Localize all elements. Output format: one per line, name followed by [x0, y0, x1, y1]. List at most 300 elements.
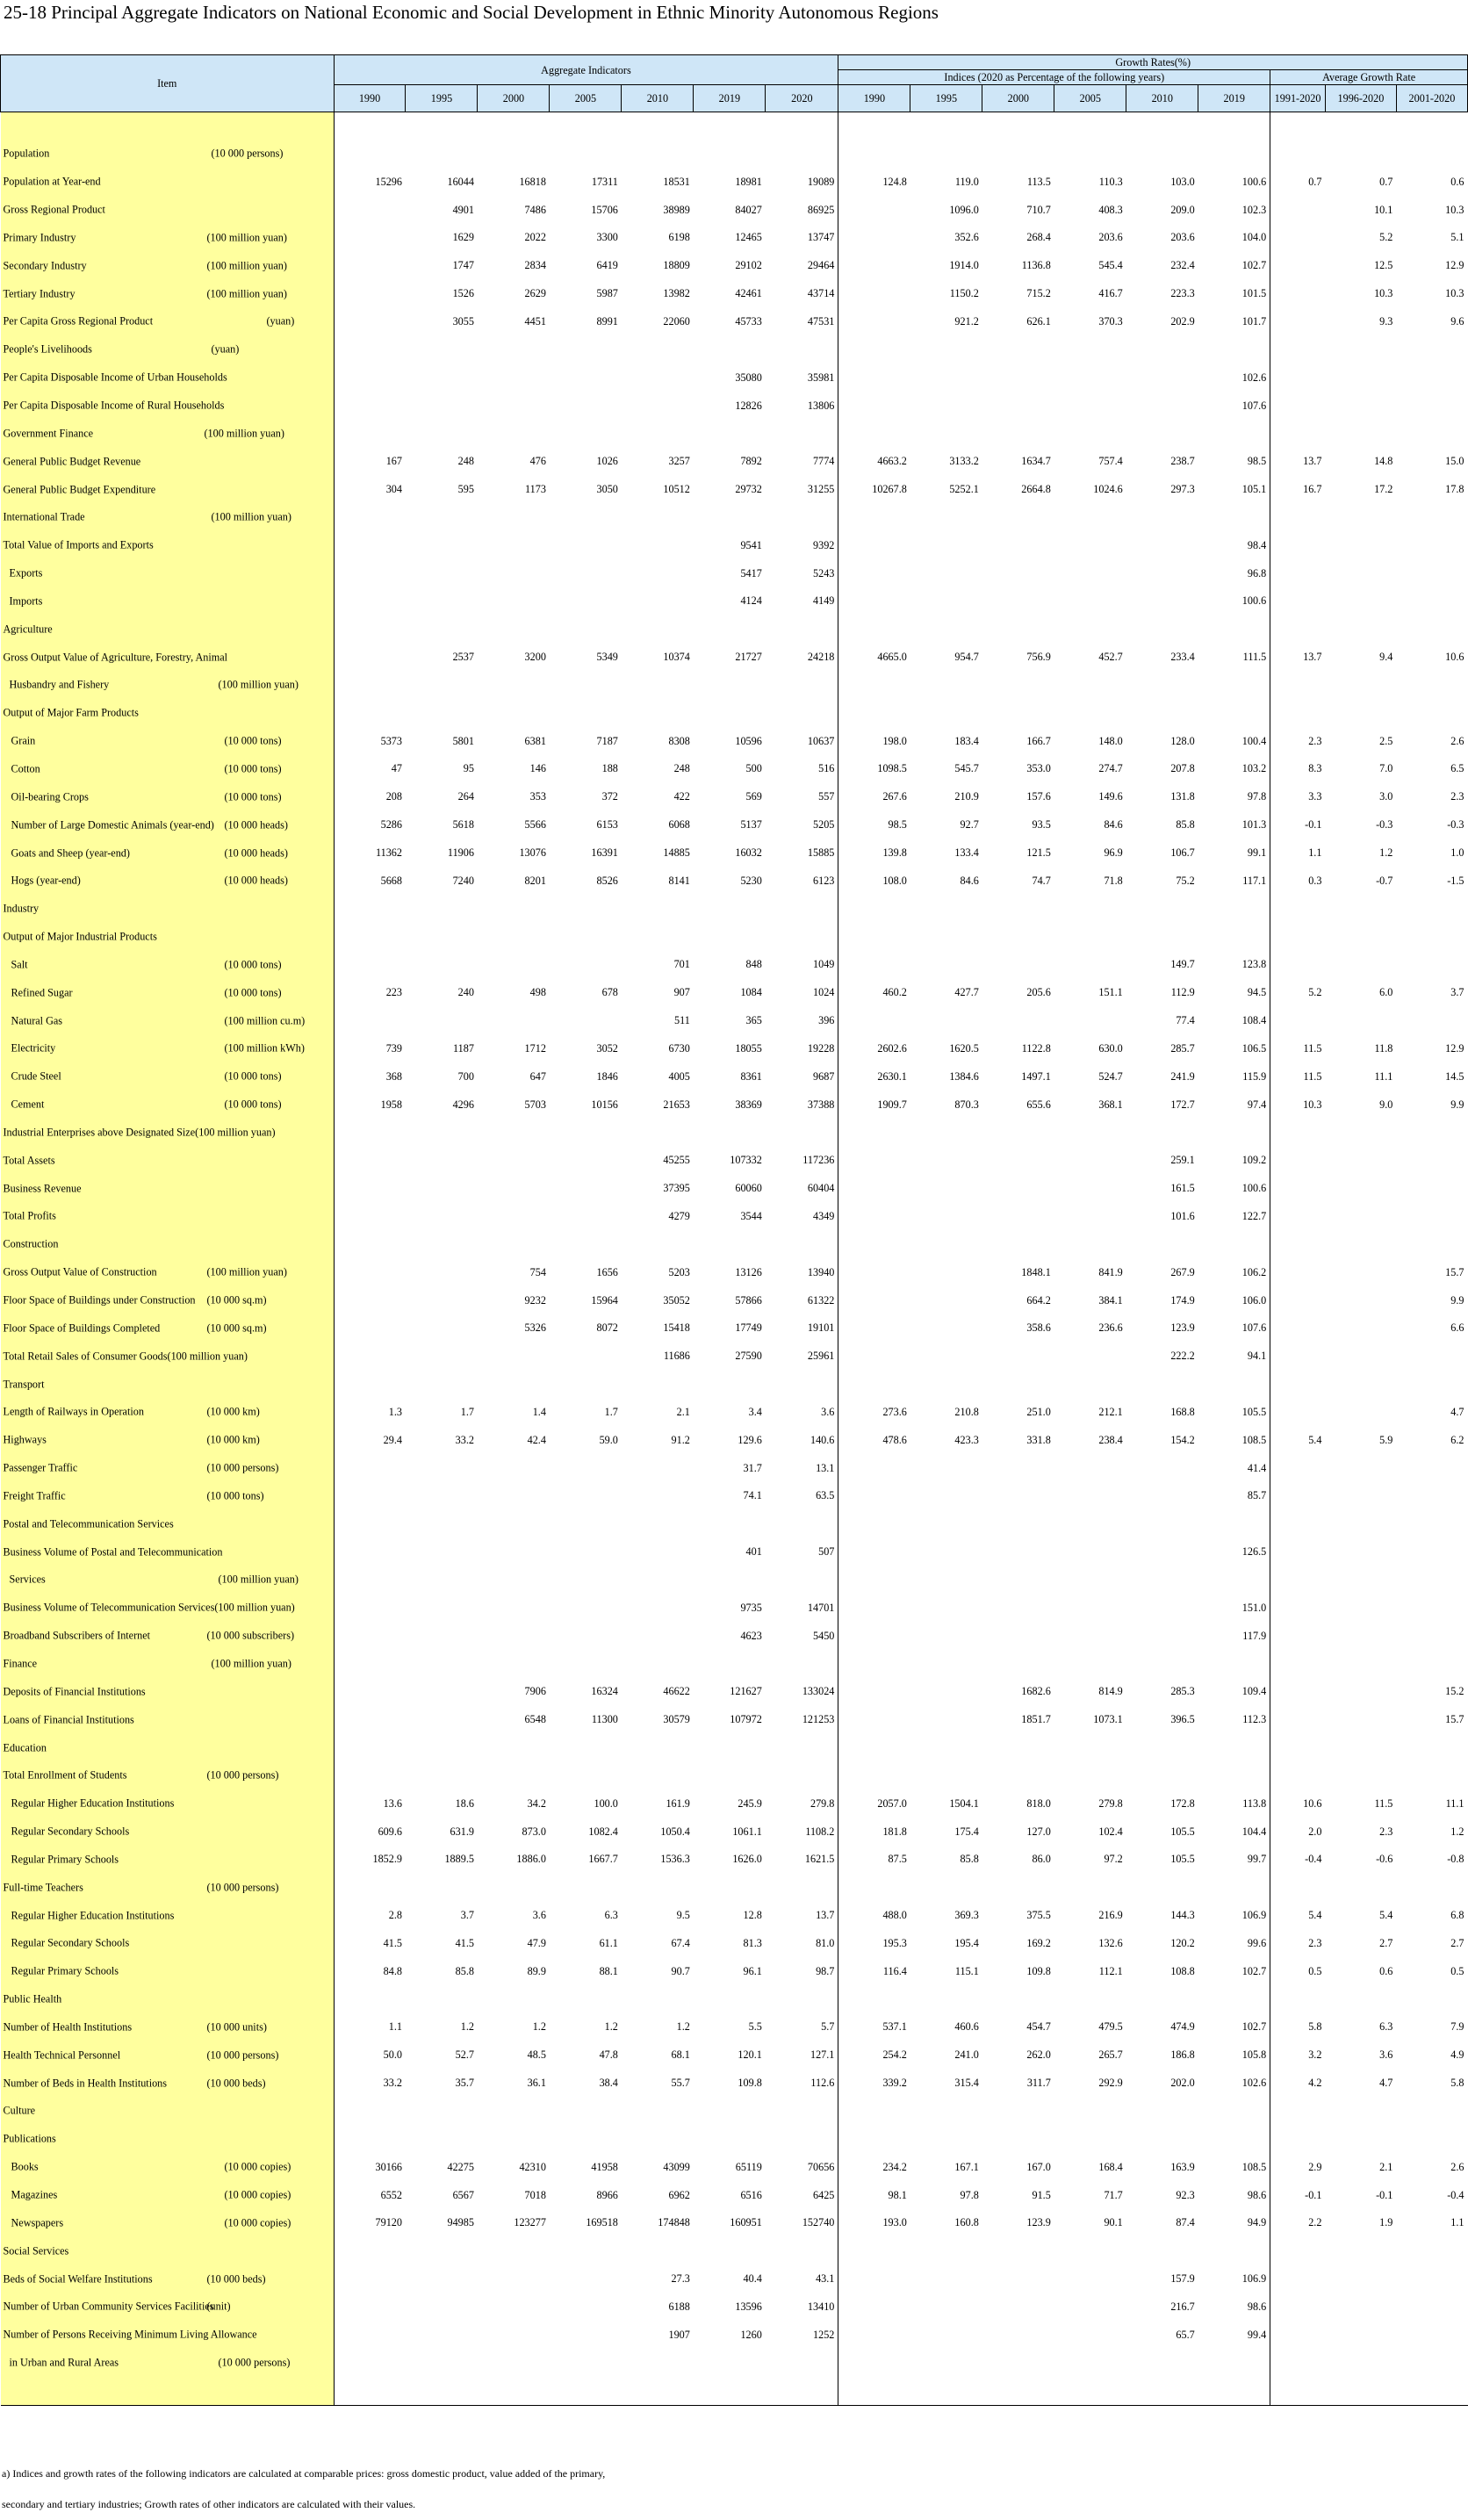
value-cell: 2057.0 [877, 1796, 907, 1810]
value-cell [838, 1706, 910, 1734]
value-cell [1396, 140, 1467, 169]
value-cell [1325, 1343, 1396, 1371]
item-unit: (10 000 beds) [206, 2272, 266, 2286]
item-label: Oil-bearing Crops [11, 790, 89, 803]
value-cell: 0.6 [1450, 175, 1464, 188]
value-cell [1325, 587, 1396, 616]
value-cell: 1024 [766, 979, 838, 1007]
value-cell [1054, 1175, 1126, 1203]
value-cell [550, 587, 622, 616]
value-cell [1270, 895, 1326, 923]
value-cell: 7.0 [1379, 762, 1393, 775]
value-cell: 5.8 [1450, 2077, 1464, 2090]
item-unit: (100 million yuan) [206, 231, 287, 244]
item-label: Books [11, 2160, 39, 2173]
value-cell [910, 1371, 982, 1399]
value-cell: 13.1 [766, 1454, 838, 1482]
item-label: Refined Sugar [11, 986, 73, 999]
value-cell [478, 1566, 550, 1595]
item-cell [1, 923, 335, 951]
header-year: 2001-2020 [1396, 85, 1467, 112]
value-cell: 416.7 [1098, 287, 1123, 300]
value-cell [1325, 1566, 1396, 1595]
value-cell: 647 [529, 1069, 546, 1083]
table-row [1, 1761, 1468, 1789]
value-cell [622, 1371, 694, 1399]
value-cell: 17311 [591, 175, 618, 188]
value-cell: 2.1 [1379, 2160, 1393, 2173]
value-cell: 2602.6 [877, 1041, 907, 1055]
value-cell [550, 1007, 622, 1035]
value-cell: 98.7 [766, 1957, 838, 1985]
header-growth: Growth Rates(%) [838, 55, 1468, 70]
value-cell: 123277 [514, 2216, 546, 2229]
item-cell [1, 811, 335, 839]
value-cell [1270, 1147, 1326, 1175]
value-cell [1325, 1230, 1396, 1258]
table-row [1, 1566, 1468, 1595]
table-row [1, 364, 1468, 392]
value-cell [1270, 2349, 1326, 2377]
value-cell: 818.0 [1026, 1796, 1051, 1810]
item-unit: (10 000 sq.m) [206, 1293, 267, 1307]
value-cell [1198, 335, 1270, 364]
value-cell [1325, 1734, 1396, 1762]
value-cell: 2.6 [1450, 2160, 1464, 2173]
value-cell [838, 1538, 910, 1566]
value-cell [1270, 112, 1326, 140]
header-year: 1990 [334, 85, 406, 112]
item-label: Output of Major Farm Products [3, 706, 139, 719]
section-row [1, 2098, 1468, 2126]
value-cell [1396, 1510, 1467, 1538]
value-cell: 160951 [730, 2216, 762, 2229]
value-cell: 1634.7 [1021, 455, 1051, 468]
value-cell: 2.3 [1450, 790, 1464, 803]
value-cell: 268.4 [1026, 231, 1051, 244]
value-cell [622, 531, 694, 559]
value-cell: 370.3 [1098, 314, 1123, 328]
value-cell [982, 2125, 1054, 2153]
value-cell [982, 559, 1054, 587]
value-cell: 121253 [766, 1706, 838, 1734]
value-cell [334, 559, 406, 587]
value-cell [766, 1985, 838, 2013]
value-cell [1325, 140, 1396, 169]
value-cell: 1.2 [676, 2020, 690, 2034]
value-cell [550, 420, 622, 448]
item-cell [1, 308, 335, 336]
value-cell [1126, 2098, 1198, 2126]
value-cell: 5252.1 [949, 483, 979, 496]
value-cell [982, 1230, 1054, 1258]
header-year: 1991-2020 [1270, 85, 1326, 112]
item-label: Government Finance [3, 427, 94, 440]
value-cell: 279.8 [766, 1789, 838, 1818]
value-cell: 77.4 [1176, 1014, 1195, 1027]
value-cell [1325, 1398, 1396, 1426]
value-cell [1325, 1650, 1396, 1678]
value-cell: 100.6 [1198, 168, 1270, 196]
value-cell [1325, 1985, 1396, 2013]
value-cell: 93.5 [1032, 818, 1051, 832]
table-row [1, 196, 1468, 224]
value-cell: 101.3 [1198, 811, 1270, 839]
value-cell [1396, 587, 1467, 616]
table-row [1, 1454, 1468, 1482]
value-cell [406, 1874, 478, 1902]
value-cell [766, 1650, 838, 1678]
value-cell: 15.2 [1445, 1685, 1464, 1698]
value-cell: 241.9 [1170, 1069, 1195, 1083]
value-cell [838, 1454, 910, 1482]
value-cell: 5349 [596, 651, 618, 664]
value-cell [1270, 392, 1326, 420]
value-cell: 1.3 [388, 1405, 402, 1418]
value-cell [478, 1594, 550, 1622]
value-cell [550, 672, 622, 700]
value-cell [334, 2321, 406, 2349]
value-cell: 45733 [735, 314, 762, 328]
value-cell: 701 [673, 958, 690, 971]
value-cell [550, 616, 622, 644]
value-cell [910, 616, 982, 644]
value-cell [550, 1203, 622, 1231]
value-cell [1325, 1175, 1396, 1203]
value-cell: 11.1 [1374, 1069, 1393, 1083]
value-cell [406, 616, 478, 644]
value-cell [838, 616, 910, 644]
value-cell: 1958 [380, 1098, 402, 1111]
table-row [1, 1007, 1468, 1035]
item-label: Passenger Traffic [3, 1461, 78, 1474]
value-cell [1126, 1594, 1198, 1622]
value-cell: 1621.5 [766, 1846, 838, 1874]
value-cell [694, 1985, 766, 2013]
value-cell [406, 2321, 478, 2349]
value-cell: 129.6 [738, 1433, 762, 1446]
value-cell [766, 420, 838, 448]
value-cell: 15.7 [1445, 1265, 1464, 1278]
value-cell [406, 559, 478, 587]
value-cell [478, 1371, 550, 1399]
value-cell [838, 1119, 910, 1147]
value-cell: 167.1 [954, 2160, 979, 2173]
value-cell [478, 1538, 550, 1566]
value-cell: 396 [766, 1007, 838, 1035]
value-cell [1126, 2349, 1198, 2377]
value-cell: 105.5 [1198, 1398, 1270, 1426]
value-cell [1126, 2377, 1198, 2405]
value-cell: 183.4 [954, 734, 979, 747]
item-unit: (10 000 persons) [206, 1768, 279, 1782]
value-cell [1270, 699, 1326, 727]
value-cell [622, 923, 694, 951]
spacer-row [1, 2377, 1468, 2405]
value-cell: 1504.1 [949, 1796, 979, 1810]
value-cell [1270, 559, 1326, 587]
item-cell [1, 2209, 335, 2237]
footnote-line: secondary and tertiary industries; Growth rates of other indicators are calculated with their values. [2, 2498, 416, 2510]
item-unit: (100 million cu.m) [224, 1014, 306, 1027]
value-cell: 109.2 [1198, 1147, 1270, 1175]
value-cell: 4663.2 [877, 455, 907, 468]
value-cell [1126, 1454, 1198, 1482]
value-cell: 6552 [380, 2188, 402, 2201]
value-cell: 8361 [740, 1069, 762, 1083]
value-cell: 50.0 [383, 2048, 402, 2062]
value-cell: 15418 [663, 1321, 690, 1335]
value-cell [982, 2237, 1054, 2265]
value-cell: 6419 [596, 259, 618, 272]
value-cell: 262.0 [1026, 2048, 1051, 2062]
value-cell [910, 2098, 982, 2126]
value-cell: 6153 [596, 818, 618, 832]
value-cell: 101.6 [1170, 1209, 1195, 1222]
value-cell [694, 699, 766, 727]
value-cell [1325, 2349, 1396, 2377]
value-cell [406, 1286, 478, 1314]
value-cell [1054, 895, 1126, 923]
value-cell [406, 1371, 478, 1399]
item-unit: (yuan) [266, 314, 295, 328]
value-cell [910, 1286, 982, 1314]
item-cell [1, 895, 335, 923]
item-label: Services [9, 1573, 46, 1586]
value-cell [694, 1761, 766, 1789]
value-cell [406, 2293, 478, 2321]
value-cell [550, 1482, 622, 1510]
value-cell: 9735 [740, 1601, 762, 1614]
value-cell [1270, 1622, 1326, 1650]
item-cell [1, 1454, 335, 1482]
value-cell [406, 1538, 478, 1566]
table-row [1, 224, 1468, 252]
value-cell [1198, 2237, 1270, 2265]
value-cell [1054, 503, 1126, 531]
value-cell: 99.7 [1198, 1846, 1270, 1874]
item-label: Natural Gas [11, 1014, 63, 1027]
item-label: Cement [11, 1098, 45, 1111]
value-cell [1270, 1371, 1326, 1399]
value-cell: 112.1 [1098, 1964, 1123, 1977]
value-cell: 42275 [447, 2160, 474, 2173]
value-cell: 848 [745, 958, 762, 971]
value-cell [1396, 2125, 1467, 2153]
value-cell [406, 1706, 478, 1734]
value-cell: 24218 [766, 644, 838, 672]
value-cell: 42310 [519, 2160, 546, 2173]
value-cell: 109.8 [738, 2077, 762, 2090]
item-label: Total Enrollment of Students [3, 1768, 127, 1782]
value-cell: 146 [529, 762, 546, 775]
value-cell: 1098.5 [877, 762, 907, 775]
value-cell [1054, 587, 1126, 616]
value-cell [1325, 335, 1396, 364]
value-cell [1054, 1371, 1126, 1399]
value-cell: 104.0 [1198, 224, 1270, 252]
value-cell: 1526 [452, 287, 474, 300]
value-cell: 5326 [524, 1321, 546, 1335]
value-cell [406, 1761, 478, 1789]
value-cell [1126, 923, 1198, 951]
value-cell [982, 616, 1054, 644]
value-cell [1198, 140, 1270, 169]
value-cell: -0.4 [1305, 1853, 1322, 1866]
value-cell: 33.2 [455, 1433, 474, 1446]
value-cell [838, 1343, 910, 1371]
value-cell: 108.0 [882, 874, 907, 887]
value-cell: 175.4 [954, 1825, 979, 1838]
value-cell [1325, 1371, 1396, 1399]
item-cell [1, 1594, 335, 1622]
item-cell [1, 2237, 335, 2265]
value-cell [1198, 1230, 1270, 1258]
value-cell [334, 2293, 406, 2321]
value-cell: 68.1 [671, 2048, 690, 2062]
value-cell [1126, 2237, 1198, 2265]
value-cell: 17749 [735, 1321, 762, 1335]
value-cell [334, 699, 406, 727]
value-cell [910, 1454, 982, 1482]
value-cell: 251.0 [1026, 1405, 1051, 1418]
item-unit: (10 000 km) [206, 1433, 260, 1446]
value-cell [694, 335, 766, 364]
item-cell [1, 1538, 335, 1566]
value-cell [334, 224, 406, 252]
value-cell [1270, 364, 1326, 392]
item-label: Exports [9, 566, 43, 580]
value-cell: 106.9 [1198, 1902, 1270, 1930]
value-cell: 460.2 [882, 986, 907, 999]
value-cell: -0.8 [1447, 1853, 1464, 1866]
header-year: 2019 [1198, 85, 1270, 112]
item-label: Per Capita Disposable Income of Rural Households [3, 399, 225, 412]
value-cell: 11686 [663, 1350, 690, 1363]
value-cell [550, 1761, 622, 1789]
value-cell [1270, 531, 1326, 559]
value-cell [910, 1985, 982, 2013]
value-cell: 0.5 [1450, 1964, 1464, 1977]
value-cell [1126, 392, 1198, 420]
value-cell [1270, 1175, 1326, 1203]
value-cell [334, 1454, 406, 1482]
value-cell [550, 1510, 622, 1538]
value-cell: 4124 [740, 594, 762, 608]
footnote-line: a) Indices and growth rates of the following indicators are calculated at comparable prices: gross domestic product, value added of the primary, [2, 2467, 606, 2480]
value-cell: 29.4 [383, 1433, 402, 1446]
value-cell: 8201 [524, 874, 546, 887]
value-cell [406, 1203, 478, 1231]
value-cell: 2.7 [1379, 1936, 1393, 1949]
value-cell: 2022 [524, 231, 546, 244]
item-cell [1, 2181, 335, 2209]
value-cell: 3055 [452, 314, 474, 328]
value-cell: 460.6 [954, 2020, 979, 2034]
value-cell: 203.6 [1170, 231, 1195, 244]
value-cell [622, 420, 694, 448]
value-cell: 59.0 [599, 1433, 618, 1446]
value-cell: 85.7 [1198, 1482, 1270, 1510]
value-cell [1054, 1538, 1126, 1566]
value-cell: 127.1 [766, 2041, 838, 2070]
item-label: Number of Urban Community Services Facilities [3, 2300, 214, 2313]
value-cell: 94985 [447, 2216, 474, 2229]
value-cell: 88.1 [599, 1964, 618, 1977]
value-cell [334, 1314, 406, 1343]
item-label: Number of Persons Receiving Minimum Living Allowance [3, 2328, 257, 2341]
table-row [1, 448, 1468, 476]
value-cell: 710.7 [1026, 203, 1051, 216]
value-cell [334, 1985, 406, 2013]
value-cell [838, 2377, 910, 2405]
value-cell: 117.9 [1198, 1622, 1270, 1650]
value-cell [478, 112, 550, 140]
value-cell: 94.1 [1198, 1343, 1270, 1371]
value-cell: 507 [766, 1538, 838, 1566]
item-label: Number of Beds in Health Institutions [3, 2077, 168, 2090]
value-cell: 1851.7 [1021, 1713, 1051, 1726]
table-row [1, 979, 1468, 1007]
value-cell: 35981 [766, 364, 838, 392]
value-cell [1054, 923, 1126, 951]
value-cell: 74.7 [1032, 874, 1051, 887]
item-unit: (10 000 sq.m) [206, 1321, 267, 1335]
value-cell: 655.6 [1026, 1098, 1051, 1111]
value-cell [550, 951, 622, 979]
table-row [1, 672, 1468, 700]
value-cell: 110.3 [1098, 175, 1123, 188]
value-cell [1270, 2321, 1326, 2349]
value-cell: 5373 [380, 734, 402, 747]
value-cell [406, 1650, 478, 1678]
value-cell: 238.4 [1098, 1433, 1123, 1446]
item-cell [1, 1734, 335, 1762]
item-label: Construction [3, 1237, 59, 1250]
value-cell [550, 2321, 622, 2349]
value-cell: 1682.6 [1021, 1685, 1051, 1698]
value-cell [838, 420, 910, 448]
value-cell [334, 1286, 406, 1314]
value-cell [550, 1874, 622, 1902]
table-row [1, 252, 1468, 280]
value-cell: 65119 [735, 2160, 762, 2173]
value-cell: 9.3 [1379, 314, 1393, 328]
value-cell [622, 1510, 694, 1538]
value-cell: 3133.2 [949, 455, 979, 468]
value-cell [1270, 140, 1326, 169]
value-cell [1325, 1203, 1396, 1231]
value-cell: 331.8 [1026, 1433, 1051, 1446]
value-cell: 86925 [766, 196, 838, 224]
item-cell [1, 2125, 335, 2153]
value-cell: 30579 [663, 1713, 690, 1726]
value-cell: 87.5 [888, 1853, 907, 1866]
value-cell [910, 1175, 982, 1203]
value-cell: -1.5 [1447, 874, 1464, 887]
value-cell [334, 1706, 406, 1734]
value-cell [334, 2377, 406, 2405]
value-cell [910, 2321, 982, 2349]
value-cell [550, 1175, 622, 1203]
item-cell [1, 616, 335, 644]
value-cell: 11300 [591, 1713, 618, 1726]
value-cell [1126, 1985, 1198, 2013]
value-cell [1396, 1622, 1467, 1650]
value-cell [478, 531, 550, 559]
item-cell [1, 280, 335, 308]
value-cell: 5203 [668, 1265, 690, 1278]
